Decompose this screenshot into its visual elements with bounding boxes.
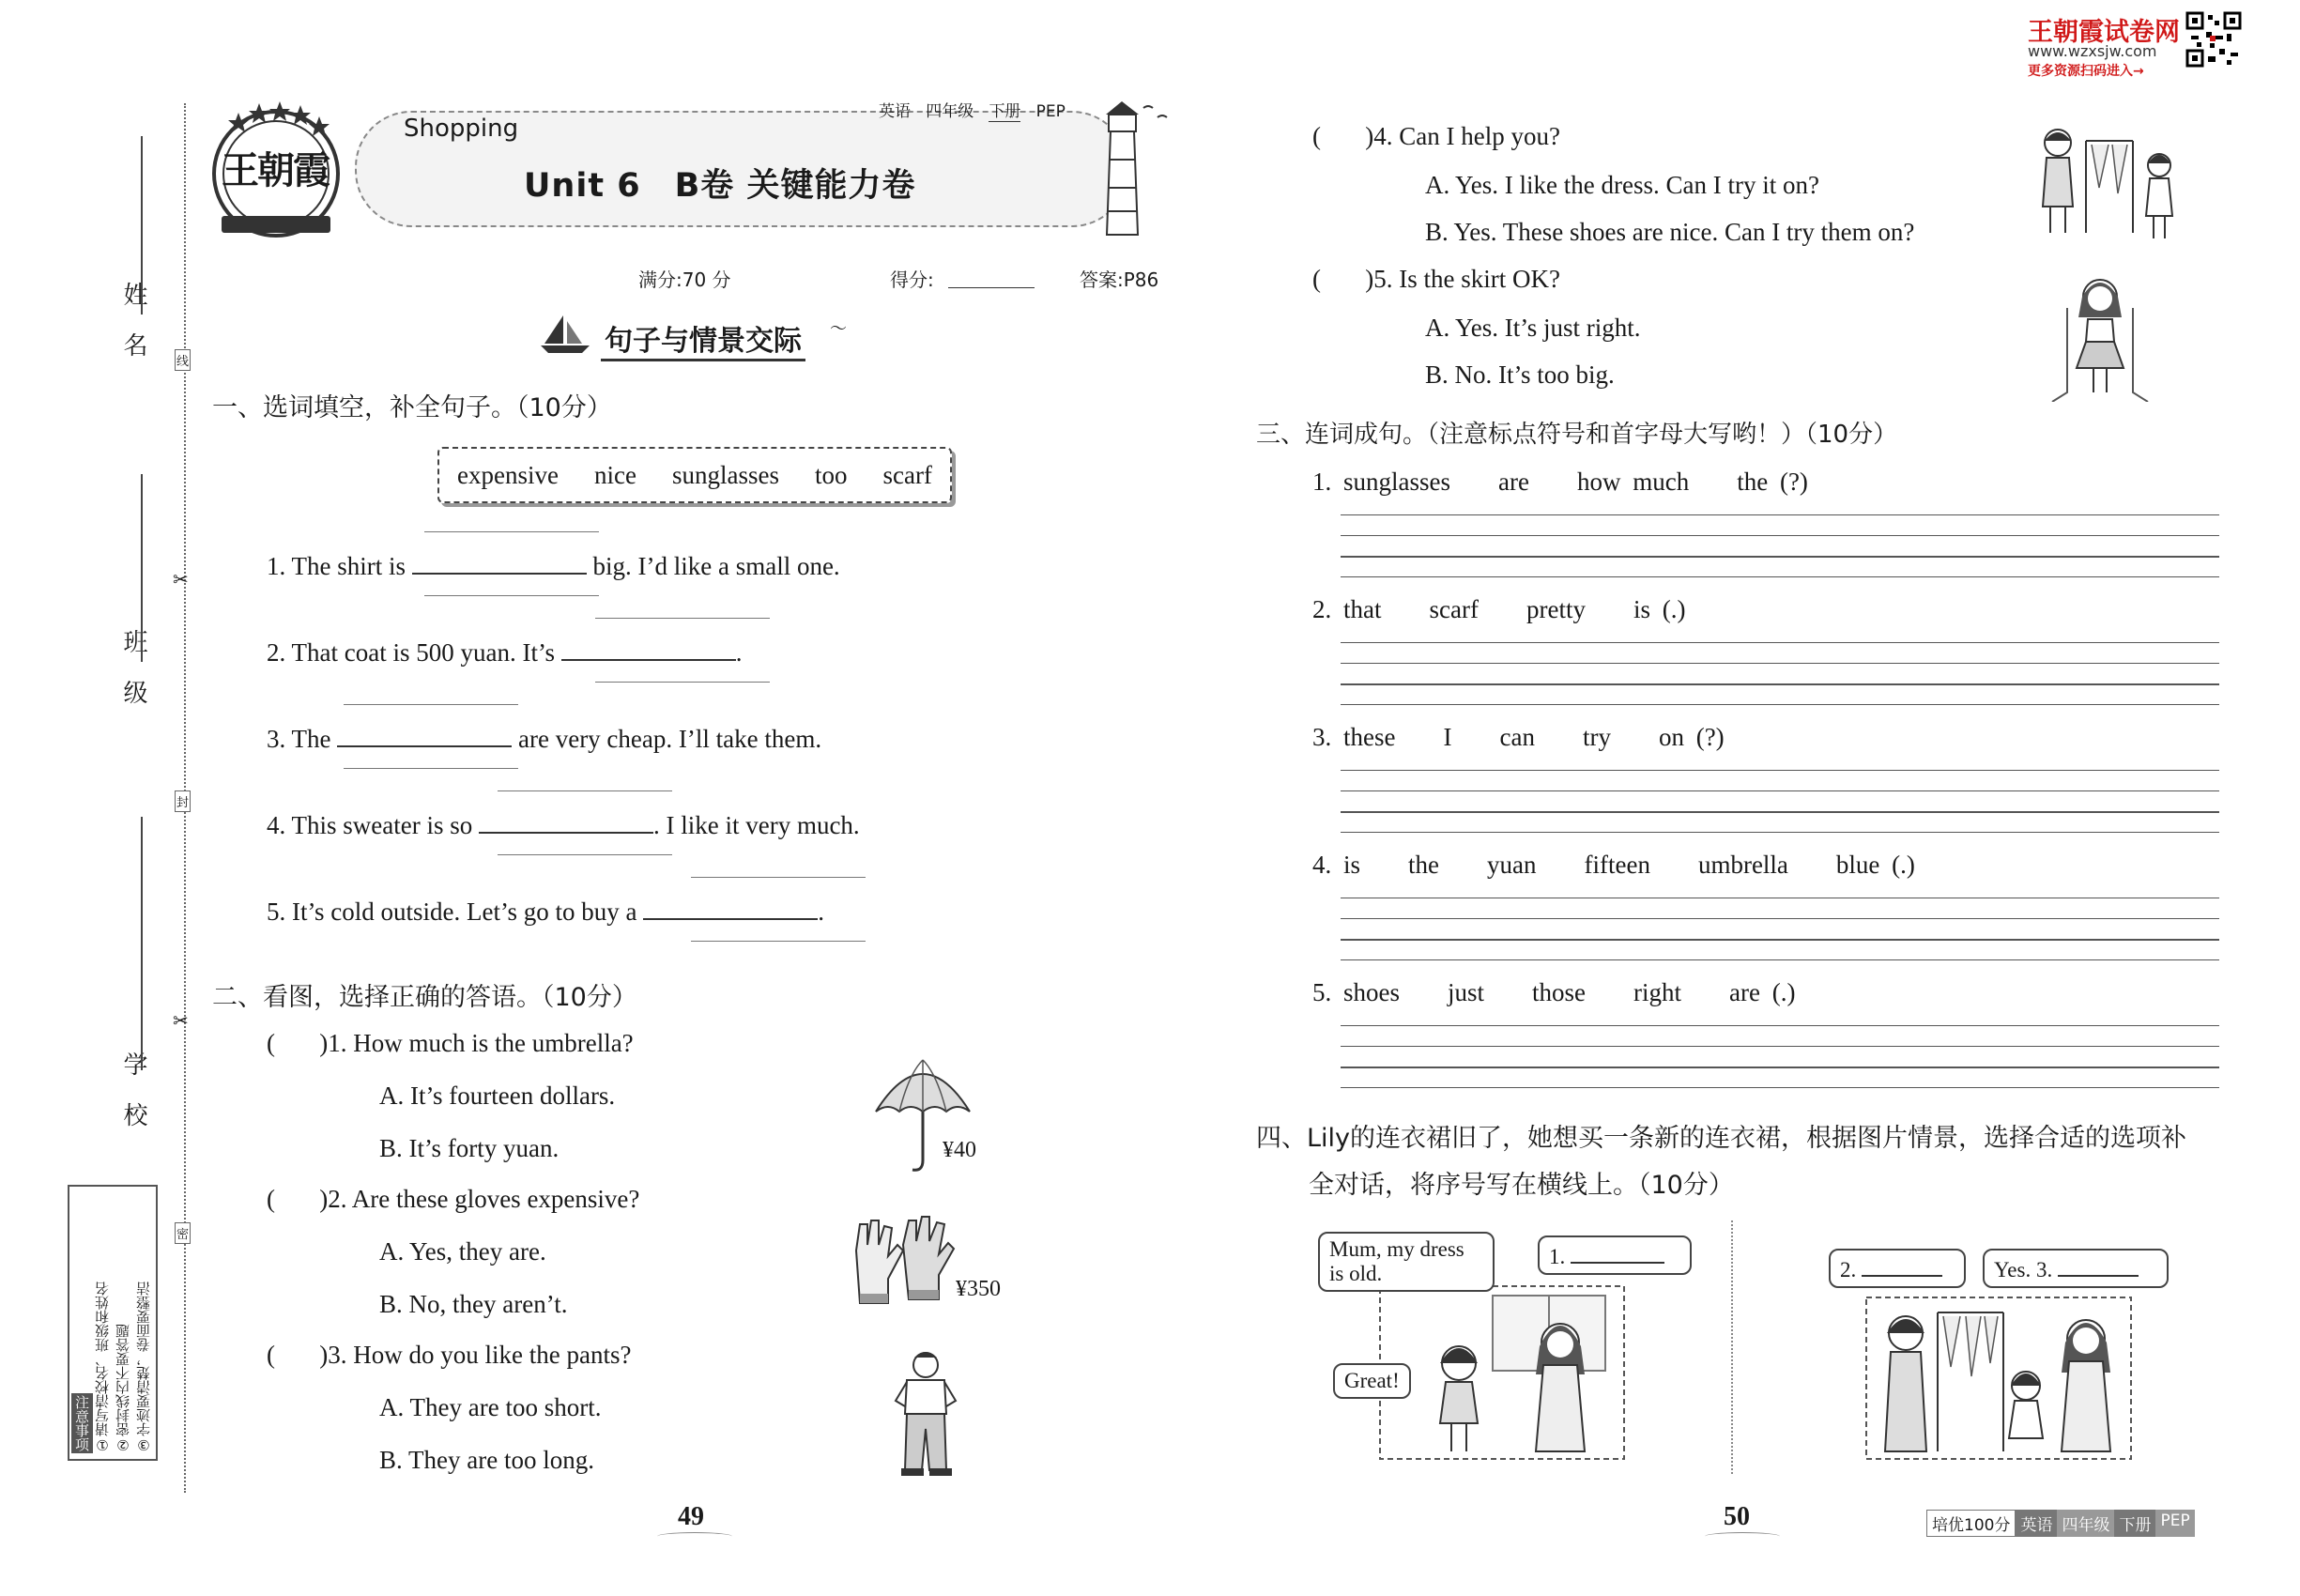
question-text: 1. How much is the umbrella? xyxy=(328,1029,634,1057)
scrambled-word: the xyxy=(1408,851,1440,879)
answer-line[interactable] xyxy=(1341,514,2219,515)
part4-heading-line2: 全对话，将序号写在横线上。（10分） xyxy=(1309,1171,1734,1200)
name-label: 姓 名 xyxy=(119,282,147,367)
answer-line[interactable] xyxy=(1341,535,2219,536)
scrambled-word: sunglasses xyxy=(1343,468,1450,496)
answer-blank[interactable] xyxy=(643,894,818,920)
writing-guide-line xyxy=(691,941,866,942)
logo-text: 王朝霞 xyxy=(222,149,329,192)
scene-divider xyxy=(1731,1220,1733,1474)
note-2: ②密封线内不要答题 xyxy=(115,1324,131,1453)
speech-bubble-1 xyxy=(1538,1235,1692,1275)
answer-blank[interactable] xyxy=(1862,1254,1942,1277)
note-1: ①请写清校名、班级和姓名 xyxy=(94,1281,111,1453)
word-bank-item: sunglasses xyxy=(671,460,779,489)
brand-url: www.wzxsjw.com xyxy=(2028,42,2157,60)
item-text: . xyxy=(735,638,743,667)
punct-hint: (.) xyxy=(1892,851,1915,879)
question-text: 3. How do you like the pants? xyxy=(328,1341,632,1369)
shop-clerk-girl-icon xyxy=(2030,122,2180,244)
punct-hint: (?) xyxy=(1695,723,1725,751)
answer-blank[interactable] xyxy=(412,548,587,575)
writing-guide-line xyxy=(498,790,672,791)
part1-item-1 xyxy=(267,548,840,581)
writing-guide-line xyxy=(424,531,599,532)
part2-heading: 二、看图，选择正确的答语。（10分） xyxy=(212,983,637,1012)
answer-blank[interactable] xyxy=(561,635,736,661)
scrambled-word: try xyxy=(1582,723,1611,751)
notes-title: 注意事项 xyxy=(71,1393,93,1453)
series-tag: 英语 xyxy=(2016,1510,2057,1537)
writing-guide-line xyxy=(691,877,866,878)
page-number-right: 50 xyxy=(1724,1502,1750,1531)
item-num: 5. xyxy=(1312,978,1332,1006)
answer-line[interactable] xyxy=(1341,832,2219,833)
answer-line[interactable] xyxy=(1341,918,2219,919)
scrambled-word: that xyxy=(1343,595,1382,623)
answer-line[interactable] xyxy=(1341,663,2219,664)
writing-guide-line xyxy=(344,704,518,705)
option-a: A. Yes. I like the dress. Can I try it on? xyxy=(1425,171,1819,199)
swirl-icon xyxy=(657,1532,732,1541)
punct-hint: (?) xyxy=(1779,468,1808,496)
umbrella-price: ¥40 xyxy=(943,1138,976,1162)
option-a: A. It’s fourteen dollars. xyxy=(379,1082,616,1110)
scrambled-word: is xyxy=(1633,595,1650,623)
scissors-icon: ✂ xyxy=(173,1011,189,1032)
part3-heading: 三、连词成句。（注意标点符号和首字母大写哟！）（10分） xyxy=(1256,421,1898,449)
part1-item-3 xyxy=(267,721,821,754)
option-a: A. Yes. It’s just right. xyxy=(1425,314,1641,342)
cut-mark-1: 线 xyxy=(175,349,191,371)
part2-item-4 xyxy=(1312,122,1560,151)
scrambled-word: right xyxy=(1633,978,1682,1006)
scrambled-word: the xyxy=(1737,468,1769,496)
bubble-text: is old. xyxy=(1329,1262,1383,1285)
notes-box xyxy=(68,1185,158,1461)
option-a: A. Yes, they are. xyxy=(379,1237,546,1266)
bubble-num: 2. xyxy=(1840,1258,1857,1281)
girl-skirt-icon xyxy=(2048,270,2152,402)
scrambled-word: yuan xyxy=(1487,851,1537,879)
writing-guide-line xyxy=(595,682,770,683)
meta-volume: 下册 xyxy=(989,102,1021,121)
option-b: B. It’s forty yuan. xyxy=(379,1134,560,1162)
scrambled-word: just xyxy=(1448,978,1485,1006)
name-field-line[interactable] xyxy=(141,136,143,315)
answer-paren[interactable]: ( ) xyxy=(267,1029,329,1057)
item-text: are very cheap. I’ll take them. xyxy=(518,725,822,753)
swirl-icon xyxy=(1705,1532,1780,1541)
scrambled-word: I xyxy=(1443,723,1452,751)
page-title: Unit 6 B卷 关键能力卷 xyxy=(524,167,916,205)
item-text: 2. That coat is 500 yuan. It’s xyxy=(267,638,555,667)
header-meta xyxy=(879,98,1066,121)
speech-bubble-great xyxy=(1333,1363,1411,1399)
meta-edition: PEP xyxy=(1035,102,1066,121)
gloves-price: ¥350 xyxy=(956,1277,1001,1301)
answer-line[interactable] xyxy=(1341,683,2219,685)
word-bank-item: too xyxy=(814,460,848,489)
word-bank-item: scarf xyxy=(882,460,932,489)
bubble-text: Yes. 3. xyxy=(1994,1258,2053,1281)
scrambled-word: on xyxy=(1658,723,1684,751)
scene-2-illustration xyxy=(1857,1292,2139,1465)
part2-item-2 xyxy=(267,1185,639,1214)
answer-line[interactable] xyxy=(1341,1087,2219,1088)
series-name: 培优100分 xyxy=(1926,1510,2016,1537)
scrambled-word: can xyxy=(1499,723,1535,751)
answer-line[interactable] xyxy=(1341,1025,2219,1026)
part2-item-1 xyxy=(267,1029,634,1058)
scrambled-word: are xyxy=(1498,468,1529,496)
scrambled-word: scarf xyxy=(1429,595,1479,623)
answer-line[interactable] xyxy=(1341,770,2219,771)
scrambled-word: pretty xyxy=(1526,595,1586,623)
item-num: 1. xyxy=(1312,468,1332,496)
meta-subject: 英语 xyxy=(879,102,911,121)
full-score: 满分:70 分 xyxy=(638,269,731,291)
punct-hint: (.) xyxy=(1771,978,1796,1006)
item-text: 5. It’s cold outside. Let’s go to buy a xyxy=(267,898,637,926)
series-tag: 下册 xyxy=(2114,1510,2155,1537)
item-text: . I like it very much. xyxy=(652,811,860,839)
answer-paren[interactable]: ( ) xyxy=(267,1341,329,1369)
question-text: 5. Is the skirt OK? xyxy=(1373,265,1560,293)
scrambled-word: shoes xyxy=(1343,978,1400,1006)
brand-more: 更多资源扫码进入→ xyxy=(2028,64,2144,79)
answer-blank[interactable] xyxy=(337,721,512,747)
scrambled-word: is xyxy=(1343,851,1361,879)
boy-pants-icon xyxy=(888,1348,963,1480)
score-field[interactable] xyxy=(948,287,1035,288)
answer-line[interactable] xyxy=(1341,704,2219,705)
part1-item-4 xyxy=(267,807,860,840)
part1-item-5 xyxy=(267,894,824,927)
answer-line[interactable] xyxy=(1341,576,2219,577)
answer-paren[interactable]: ( ) xyxy=(1312,265,1374,293)
bubble-num: 1. xyxy=(1549,1245,1566,1268)
writing-guide-line xyxy=(595,618,770,619)
option-b: B. Yes. These shoes are nice. Can I try them on? xyxy=(1425,218,1915,246)
lighthouse-icon xyxy=(1078,94,1181,244)
word-bank xyxy=(437,447,952,503)
cut-mark-2: 封 xyxy=(175,790,191,812)
question-text: 2. Are these gloves expensive? xyxy=(328,1185,640,1213)
scrambled-word: fifteen xyxy=(1584,851,1650,879)
brand-name: 王朝霞试卷网 xyxy=(2028,18,2180,47)
part2-item-5 xyxy=(1312,265,1560,294)
word-bank-item: nice xyxy=(593,460,636,489)
bird-icon: 〜 xyxy=(830,319,847,338)
answer-line[interactable] xyxy=(1341,1067,2219,1068)
series-tag: 四年级 xyxy=(2057,1510,2114,1537)
part1-heading: 一、选词填空，补全句子。（10分） xyxy=(212,393,612,422)
unit-topic: Shopping xyxy=(404,115,519,143)
item-text: big. I’d like a small one. xyxy=(592,552,840,580)
part3-item-1 xyxy=(1312,468,1808,497)
scrambled-word: these xyxy=(1343,723,1396,751)
footer-series xyxy=(1926,1510,2195,1537)
scissors-icon: ✂ xyxy=(173,570,189,591)
section-banner: 句子与情景交际 xyxy=(601,317,805,361)
answer-line[interactable] xyxy=(1341,1046,2219,1047)
answer-line[interactable] xyxy=(1341,811,2219,813)
scrambled-word: umbrella xyxy=(1697,851,1788,879)
option-b: B. They are too long. xyxy=(379,1446,594,1474)
brand-block xyxy=(1990,11,2262,77)
bubble-text: Mum, my dress xyxy=(1329,1237,1464,1261)
cut-mark-3: 密 xyxy=(175,1222,191,1244)
bubble-text: Great! xyxy=(1344,1369,1400,1392)
question-text: 4. Can I help you? xyxy=(1373,122,1560,150)
series-tag: PEP xyxy=(2155,1510,2194,1537)
speech-bubble-2 xyxy=(1829,1249,1966,1288)
gloves-icon xyxy=(847,1213,959,1316)
class-field-line[interactable] xyxy=(141,474,143,662)
writing-guide-line xyxy=(424,595,599,596)
option-a: A. They are too short. xyxy=(379,1393,602,1421)
meta-grade: 四年级 xyxy=(926,102,974,121)
item-num: 2. xyxy=(1312,595,1332,623)
score-label: 得分: xyxy=(890,269,934,291)
qr-code-icon xyxy=(2185,11,2242,68)
item-text: 3. The xyxy=(267,725,331,753)
writing-guide-line xyxy=(344,768,518,769)
part4-heading-line1: 四、Lily的连衣裙旧了，她想买一条新的连衣裙，根据图片情景，选择合适的选项补 xyxy=(1256,1124,2187,1153)
answer-line[interactable] xyxy=(1341,556,2219,558)
option-b: B. No. It’s too big. xyxy=(1425,361,1615,389)
answer-line[interactable] xyxy=(1341,939,2219,941)
speech-bubble-3 xyxy=(1983,1249,2169,1288)
scrambled-word: those xyxy=(1532,978,1587,1006)
answer-line[interactable] xyxy=(1341,790,2219,791)
school-field-line[interactable] xyxy=(141,817,143,1070)
item-num: 3. xyxy=(1312,723,1332,751)
item-num: 4. xyxy=(1312,851,1332,879)
writing-guide-line xyxy=(498,854,672,855)
school-label: 学 校 xyxy=(119,1051,147,1137)
part3-item-2 xyxy=(1312,595,1685,624)
answer-blank[interactable] xyxy=(479,807,653,834)
part3-item-4 xyxy=(1312,851,1915,880)
scrambled-word: are xyxy=(1729,978,1760,1006)
sailboat-icon xyxy=(539,312,591,355)
note-3: ③字迹要清楚，卷面要整洁 xyxy=(135,1281,152,1453)
page-number-left: 49 xyxy=(678,1502,704,1531)
part3-item-3 xyxy=(1312,723,1725,752)
word-bank-item: expensive xyxy=(457,460,559,489)
scrambled-word: blue xyxy=(1835,851,1880,879)
part1-item-2 xyxy=(267,635,742,668)
answer-blank[interactable] xyxy=(2058,1254,2139,1277)
answer-paren[interactable]: ( ) xyxy=(267,1185,329,1213)
item-text: 1. The shirt is xyxy=(267,552,406,580)
answer-blank[interactable] xyxy=(1571,1241,1664,1264)
class-label: 班 级 xyxy=(119,629,147,714)
answer-paren[interactable]: ( ) xyxy=(1312,122,1374,150)
scrambled-word: how much xyxy=(1576,468,1690,496)
answer-line[interactable] xyxy=(1341,959,2219,960)
part2-item-3 xyxy=(267,1341,631,1370)
answer-line[interactable] xyxy=(1341,642,2219,643)
punct-hint: (.) xyxy=(1662,595,1686,623)
speech-bubble-dress xyxy=(1318,1232,1495,1292)
answer-ref: 答案:P86 xyxy=(1080,269,1159,291)
item-text: . xyxy=(818,898,824,926)
option-b: B. No, they aren’t. xyxy=(379,1290,568,1318)
item-text: 4. This sweater is so xyxy=(267,811,473,839)
part3-item-5 xyxy=(1312,978,1795,1007)
